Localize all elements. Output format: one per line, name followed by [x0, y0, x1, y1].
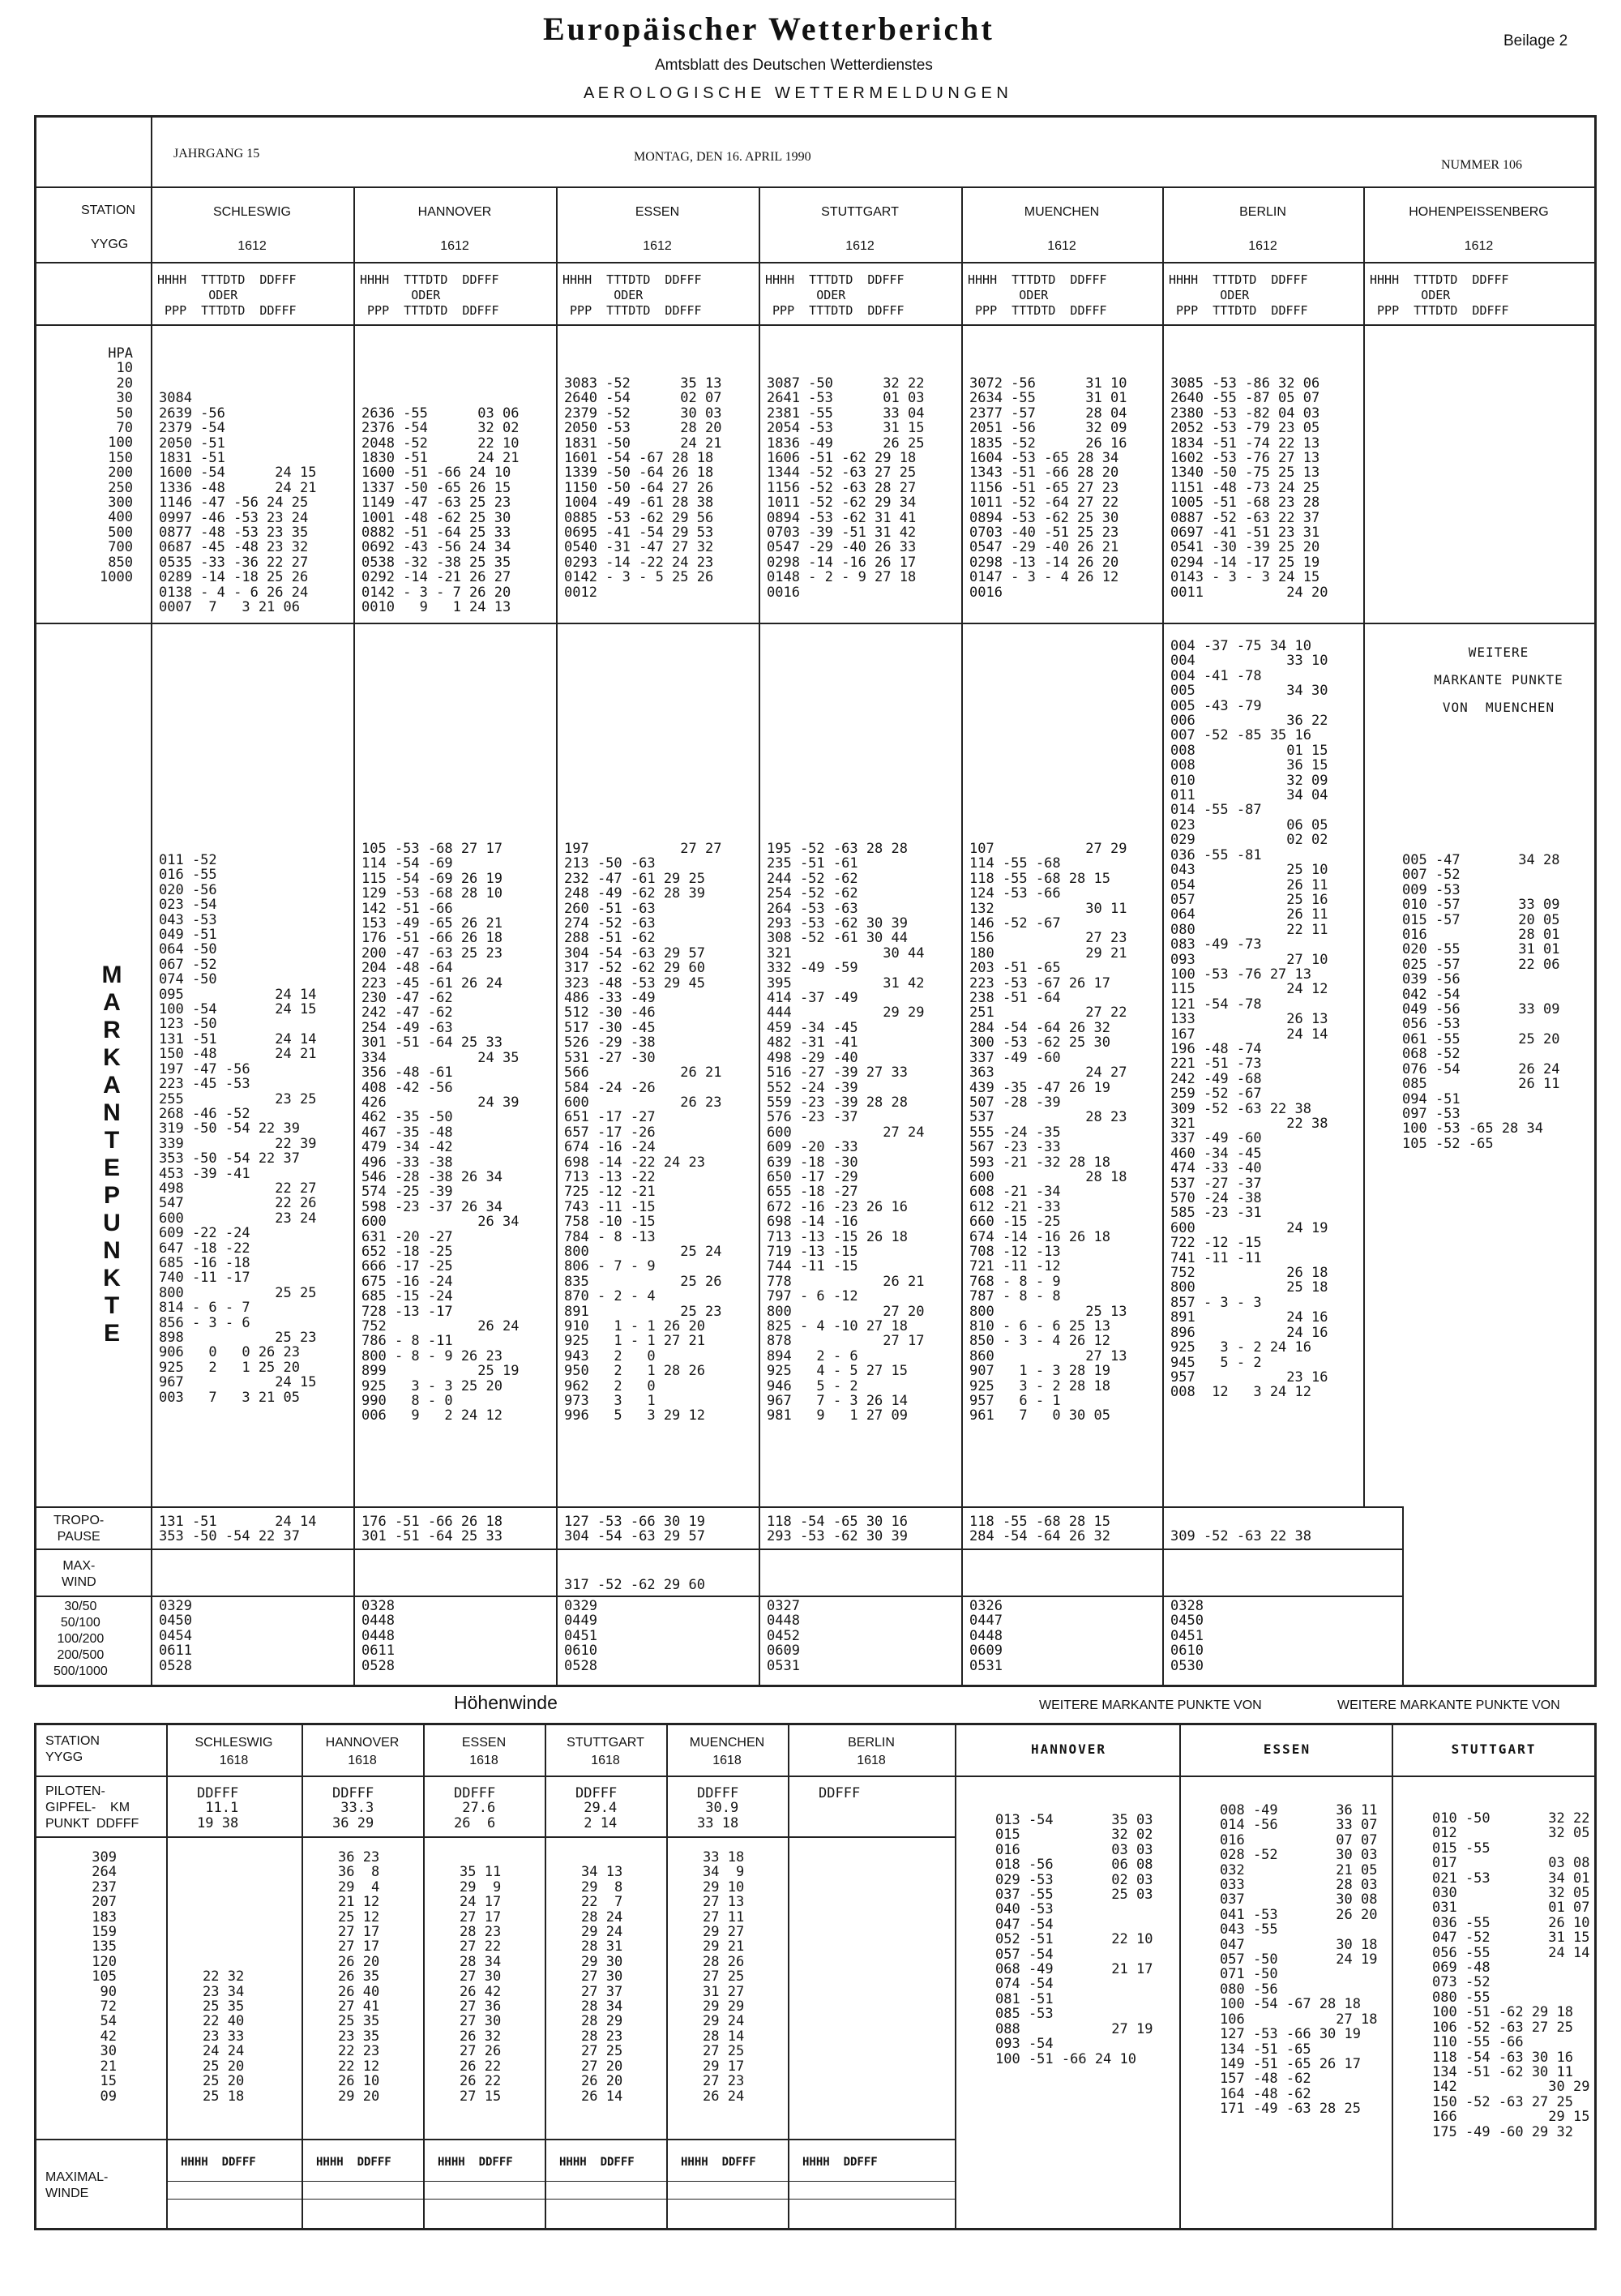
max-wind: 317 -52 -62 29 60 — [564, 1577, 705, 1593]
tropo-label: TROPO- PAUSE — [53, 1514, 105, 1544]
maximal-cols: HHHH DDFFF — [681, 2156, 756, 2169]
tropopause: 118 -55 -68 28 15 284 -54 -64 26 32 — [969, 1514, 1110, 1545]
markante-punkte: 004 -37 -75 34 10 004 33 10 004 -41 -78 005 34 30 005 -43 -79 006 36 22 007 -52 -85 35 16 008 01 15 008 36 15 010 32 09 011 34 04 014 -55 -87 023 06 05 029 02 02 036 -55 -81 043 25 10 054 26 11 057 25 16 064 26 11 080 22 11 083 -49 -73 093 27 10 100 -53 -76 27 13 115 24 12 121 -54 -78 133 26 13 167 24 14 196 -48 -74 221 -51 -73 242 -49 -68 259 -52 -67 309 -52 -63 22 38 321 22 38 337 -49 -60 460 -34 -45 474 -33 -40 537 -27 -37 570 -24 -38 585 -23 -31 600 24 19 722 -12 -15 741 -11 -11 752 26 18 800 25 18 857 - 3 - 3 891 24 16 896 24 16 925 3 - 2 24 16 945 5 - 2 957 23 16 008 12 3 24 12 — [1170, 638, 1328, 1401]
piloten-gipfel: DDFFF 33.3 36 29 — [332, 1785, 374, 1831]
layer-thickness: 0327 0448 0452 0609 0531 — [767, 1598, 800, 1674]
weitere-station-name: STUTTGART — [1451, 1741, 1537, 1757]
column-header: HHHH TTTDTD DDFFF ODER PPP TTTDTD DDFFF — [562, 272, 702, 318]
weitere-label-1: WEITERE MARKANTE PUNKTE VON — [1039, 1698, 1262, 1712]
hw-station-yygg: 1618 — [348, 1754, 377, 1767]
weitere-muenchen-data: 005 -47 34 28 007 -52 009 -53 010 -57 33 09 015 -57 20 05 016 28 01 020 -55 31 01 025 -57 22 06 039 -56 042 -54 049 -56 33 09 056 -53 061 -55 25 20 068 -52 076 -54 26 24 085 26 11 094 -51 097 -53 100 -53 -65 28 34 105 -52 -65 — [1402, 852, 1560, 1152]
piloten-gipfel: DDFFF 29.4 2 14 — [575, 1785, 618, 1831]
hw-station-yygg: 1618 — [219, 1754, 249, 1767]
layer-thickness: 0329 0449 0451 0610 0528 — [564, 1598, 597, 1674]
hoehenwinde-title: Höhenwinde — [454, 1692, 558, 1713]
piloten-gipfel: DDFFF — [819, 1785, 861, 1801]
tropopause: 127 -53 -66 30 19 304 -54 -63 29 57 — [564, 1514, 705, 1545]
standard-levels: 3085 -53 -86 32 06 2640 -55 -87 05 07 2380 -53 -82 04 03 2052 -53 -79 23 05 1834 -51 -74 22 13 1602 -53 -76 27 13 1340 -50 -75 25 13 1151 -48 -73 24 25 1005 -51 -68 23 28 0887 -52 -63 22 37 0697 -41 -51 23 31 0541 -30 -39 25 20 0294 -14 -17 25 19 0143 - 3 - 3 24 15 0011 24 20 — [1170, 375, 1328, 601]
standard-levels: 3087 -50 32 22 2641 -53 01 03 2381 -55 33 04 2054 -53 31 15 1836 -49 26 25 1606 -51 -62 29 18 1344 -52 -63 27 25 1156 -52 -63 28 27 1011 -52 -62 29 34 0894 -53 -62 31 41 0703 -39 -51 31 42 0547 -29 -40 26 33 0298 -14 -16 26 17 0148 - 2 - 9 27 18 0016 — [767, 375, 925, 601]
station-name: STUTTGART — [821, 205, 899, 219]
markante-punkte: 105 -53 -68 27 17 114 -54 -69 115 -54 -69 26 19 129 -53 -68 28 10 142 -51 -66 153 -49 -65 26 21 176 -51 -66 26 18 200 -47 -63 25 23 204 -48 -64 223 -45 -61 26 24 230 -47 -62 242 -47 -62 254 -49 -63 301 -51 -64 25 33 334 24 35 356 -48 -61 408 -42 -56 426 24 39 462 -35 -50 467 -35 -48 479 -34 -42 496 -33 -38 546 -28 -38 26 34 574 -25 -39 598 -23 -37 26 34 600 26 34 631 -20 -27 652 -18 -25 666 -17 -25 675 -16 -24 685 -15 -24 728 -13 -17 752 26 24 786 - 8 -11 800 - 8 - 9 26 23 899 25 19 925 3 - 3 25 20 990 8 - 0 006 9 2 24 12 — [361, 841, 520, 1424]
column-header: HHHH TTTDTD DDFFF ODER PPP TTTDTD DDFFF — [1169, 272, 1308, 318]
column-header: HHHH TTTDTD DDFFF ODER PPP TTTDTD DDFFF — [157, 272, 297, 318]
markante-punkte-text: M A R K A N T E P U N K T E — [101, 962, 122, 1347]
weitere-station-name: ESSEN — [1263, 1741, 1311, 1757]
yygg-label: YYGG — [91, 238, 129, 251]
standard-levels: 3083 -52 35 13 2640 -54 02 07 2379 -52 30 03 2050 -53 28 20 1831 -50 24 21 1601 -54 -67 28 18 1339 -50 -64 26 18 1150 -50 -64 27 26 1004 -49 -61 28 38 0885 -53 -62 29 56 0695 -41 -54 29 53 0540 -31 -47 27 32 0293 -14 -22 24 23 0142 - 3 - 5 25 26 0012 — [564, 375, 722, 601]
column-header: HHHH TTTDTD DDFFF ODER PPP TTTDTD DDFFF — [360, 272, 499, 318]
station-name: ESSEN — [635, 205, 680, 219]
tropopause: 309 -52 -63 22 38 — [1170, 1528, 1311, 1545]
piloten-gipfel: DDFFF 27.6 26 6 — [454, 1785, 496, 1831]
layer-thickness: 0328 0450 0451 0610 0530 — [1170, 1598, 1204, 1674]
weitere-station-name: HANNOVER — [1030, 1741, 1107, 1757]
maximal-cols: HHHH DDFFF — [802, 2156, 878, 2169]
hw-station-name: MUENCHEN — [689, 1736, 765, 1750]
tropopause: 118 -54 -65 30 16 293 -53 -62 30 39 — [767, 1514, 908, 1545]
station-yygg: 1612 — [845, 239, 875, 253]
station-yygg: 1612 — [1248, 239, 1277, 253]
station-yygg: 1612 — [440, 239, 469, 253]
jahrgang-label: JAHRGANG 15 — [173, 147, 260, 161]
hw-wind-values: 22 32 23 34 25 35 22 40 23 33 24 24 25 20 25 20 25 18 — [203, 1968, 245, 2105]
markante-punkte: 197 27 27 213 -50 -63 232 -47 -61 29 25 248 -49 -62 28 39 260 -51 -63 274 -52 -63 288 -51 -62 304 -54 -63 29 57 317 -52 -62 29 60 323 -48 -53 29 45 486 -33 -49 512 -30 -46 517 -30 -45 526 -29 -38 531 -27 -30 566 26 21 584 -24 -26 600 26 23 651 -17 -27 657 -17 -26 674 -16 -24 698 -14 -22 24 23 713 -13 -22 725 -12 -21 743 -11 -15 758 -10 -15 784 - 8 -13 800 25 24 806 - 7 - 9 835 25 26 870 - 2 - 4 891 25 23 910 1 - 1 26 20 925 1 - 1 27 21 943 2 0 950 2 1 28 26 962 2 0 973 3 1 996 5 3 29 12 — [564, 841, 722, 1424]
standard-levels: 2636 -55 03 06 2376 -54 32 02 2048 -52 22 10 1830 -51 24 21 1600 -51 -66 24 10 1337 -50 -65 26 15 1149 -47 -63 25 23 1001 -48 -62 25 30 0882 -51 -64 25 33 0692 -43 -56 24 34 0538 -32 -38 25 35 0292 -14 -21 26 27 0142 - 3 - 7 26 20 0010 9 1 24 13 — [361, 405, 520, 616]
weitere-station-data: 013 -54 35 03 015 32 02 016 03 03 018 -56 06 08 029 -53 02 03 037 -55 25 03 040 -53 047 -54 052 -51 22 10 057 -54 068 -49 21 17 074 -54 081 -51 085 -53 088 27 19 093 -54 100 -51 -66 24 10 — [995, 1812, 1153, 2067]
station-name: HOHENPEISSENBERG — [1409, 205, 1549, 219]
hw-wind-values: 36 23 36 8 29 4 21 12 25 12 27 17 27 17 26 20 26 35 26 40 27 41 25 35 23 35 22 23 22 12 26 10 29 20 — [338, 1849, 380, 2105]
station-name: SCHLESWIG — [212, 205, 291, 219]
layer-thickness: 0326 0447 0448 0609 0531 — [969, 1598, 1003, 1674]
weitere-muenchen-title: WEITERE MARKANTE PUNKTE VON MUENCHEN — [1434, 645, 1563, 715]
subtitle: Amtsblatt des Deutschen Wetterdienstes — [655, 57, 933, 74]
hw-station-yygg: 1618 — [591, 1754, 620, 1767]
tropopause: 131 -51 24 14 353 -50 -54 22 37 — [159, 1514, 317, 1545]
maximal-cols: HHHH DDFFF — [181, 2156, 256, 2169]
maximal-label: MAXIMAL- WINDE — [45, 2170, 109, 2200]
column-header: HHHH TTTDTD DDFFF ODER PPP TTTDTD DDFFF — [968, 272, 1107, 318]
beilage-label: Beilage 2 — [1503, 32, 1568, 49]
column-header: HHHH TTTDTD DDFFF ODER PPP TTTDTD DDFFF — [1370, 272, 1509, 318]
hw-station-yygg: 1618 — [469, 1754, 498, 1767]
maximal-cols: HHHH DDFFF — [438, 2156, 513, 2169]
weitere-station-data: 010 -50 32 22 012 32 05 015 -55 017 03 08 021 -53 34 01 030 32 05 031 01 07 036 -55 26 10 047 -52 31 15 056 -55 24 14 069 -48 073 -52 080 -55 100 -51 -62 29 18 106 -52 -63 27 25 110 -55 -66 118 -54 -63 30 16 134 -51 -62 30 11 142 30 29 150 -52 -63 27 25 166 29 15 175 -49 -60 29 32 — [1432, 1810, 1590, 2140]
hw-station-label: STATION YYGG — [45, 1734, 100, 1764]
hw-wind-values: 35 11 29 9 24 17 27 17 28 23 27 22 28 34 27 30 26 42 27 36 27 30 26 32 27 26 26 22 26 22 27 15 — [460, 1864, 502, 2105]
date-label: MONTAG, DEN 16. APRIL 1990 — [634, 150, 811, 164]
maxwind-label: MAX- WIND — [62, 1559, 96, 1589]
hw-station-yygg: 1618 — [857, 1754, 886, 1767]
hw-wind-values: 34 13 29 8 22 7 28 24 29 24 28 31 29 30 27 30 27 37 28 34 28 29 28 23 27 25 27 20 26 20 26 14 — [581, 1864, 623, 2105]
hw-station-name: HANNOVER — [325, 1736, 400, 1750]
station-yygg: 1612 — [237, 239, 267, 253]
layers-label: 30/50 50/100 100/200 200/500 500/1000 — [53, 1600, 108, 1678]
layer-thickness: 0328 0448 0448 0611 0528 — [361, 1598, 395, 1674]
hw-wind-values: 33 18 34 9 29 10 27 13 27 11 29 27 29 21 28 26 27 25 31 27 29 29 29 24 28 14 27 25 29 17 27 23 26 24 — [703, 1849, 745, 2105]
standard-levels: 3072 -56 31 10 2634 -55 31 01 2377 -57 28 04 2051 -56 32 09 1835 -52 26 16 1604 -53 -65 28 34 1343 -51 -66 28 20 1156 -51 -65 27 23 1011 -52 -64 27 22 0894 -53 -62 25 30 0703 -40 -51 25 23 0547 -29 -40 26 21 0298 -13 -14 26 20 0147 - 3 - 4 26 12 0016 — [969, 375, 1127, 601]
station-yygg: 1612 — [643, 239, 672, 253]
hw-station-name: ESSEN — [461, 1736, 507, 1750]
page-title: Europäischer Wetterbericht — [543, 11, 994, 47]
weitere-station-data: 008 -49 36 11 014 -56 33 07 016 07 07 028 -52 30 03 032 21 05 033 28 03 037 30 08 041 -53 26 20 043 -55 047 30 18 057 -50 24 19 071 -50 080 -56 100 -54 -67 28 18 106 27 18 127 -53 -66 30 19 134 -51 -65 149 -51 -65 26 17 157 -48 -62 164 -48 -62 171 -49 -63 28 25 — [1220, 1802, 1378, 2118]
station-yygg: 1612 — [1464, 239, 1494, 253]
hw-levels: 309 264 237 207 183 159 135 120 105 90 72 54 42 30 21 15 09 — [92, 1849, 117, 2105]
station-name: BERLIN — [1239, 205, 1286, 219]
nummer-label: NUMMER 106 — [1441, 158, 1523, 172]
markante-punkte: 195 -52 -63 28 28 235 -51 -61 244 -52 -62 254 -52 -62 264 -53 -63 293 -53 -62 30 39 308 -52 -61 30 44 321 30 44 332 -49 -59 395 31 42 414 -37 -49 444 29 29 459 -34 -45 482 -31 -41 498 -29 -40 516 -27 -39 27 33 552 -24 -39 559 -23 -39 28 28 576 -23 -37 600 27 24 609 -20 -33 639 -18 -30 650 -17 -29 655 -18 -27 672 -16 -23 26 16 698 -14 -16 713 -13 -15 26 18 719 -13 -15 744 -11 -15 778 26 21 797 - 6 -12 800 27 20 825 - 4 -10 27 18 878 27 17 894 2 - 6 925 4 - 5 27 15 946 5 - 2 967 7 - 3 26 14 981 9 1 27 09 — [767, 841, 925, 1424]
station-label: STATION — [81, 203, 135, 217]
markante-punkte: 107 27 29 114 -55 -68 118 -55 -68 28 15 124 -53 -66 132 30 11 146 -52 -67 156 27 23 180 29 21 203 -51 -65 223 -53 -67 26 17 238 -51 -64 251 27 22 284 -54 -64 26 32 300 -53 -62 25 30 337 -49 -60 363 24 27 439 -35 -47 26 19 507 -28 -39 537 28 23 555 -24 -35 567 -23 -33 593 -21 -32 28 18 600 28 18 608 -21 -34 612 -21 -33 660 -15 -25 674 -14 -16 26 18 708 -12 -13 721 -11 -12 768 - 8 - 9 787 - 8 - 8 800 25 13 810 - 6 - 6 25 13 850 - 3 - 4 26 12 860 27 13 907 1 - 3 28 19 925 3 - 2 28 18 957 6 - 1 961 7 0 30 05 — [969, 841, 1127, 1424]
hpa-levels: HPA 10 20 30 50 70 100 150 200 250 300 400 500 700 850 1000 — [100, 345, 133, 586]
station-name: HANNOVER — [417, 205, 492, 219]
hw-station-name: SCHLESWIG — [195, 1736, 273, 1750]
tropopause: 176 -51 -66 26 18 301 -51 -64 25 33 — [361, 1514, 503, 1545]
maximal-cols: HHHH DDFFF — [559, 2156, 635, 2169]
markante-punkte-label — [96, 962, 128, 1347]
maximal-cols: HHHH DDFFF — [316, 2156, 391, 2169]
hw-station-name: BERLIN — [848, 1736, 895, 1750]
layer-thickness: 0329 0450 0454 0611 0528 — [159, 1598, 192, 1674]
markante-punkte: 011 -52 016 -55 020 -56 023 -54 043 -53 049 -51 064 -50 067 -52 074 -50 095 24 14 100 -54 24 15 123 -50 131 -51 24 14 150 -48 24 21 197 -47 -56 223 -45 -53 255 23 25 268 -46 -52 319 -50 -54 22 39 339 22 39 353 -50 -54 22 37 453 -39 -41 498 22 27 547 22 26 600 23 24 609 -22 -24 647 -18 -22 685 -16 -18 740 -11 -17 800 25 25 814 - 6 - 7 856 - 3 - 6 898 25 23 906 0 0 26 23 925 2 1 25 20 967 24 15 003 7 3 21 05 — [159, 852, 317, 1406]
piloten-gipfel: DDFFF 11.1 19 38 — [197, 1785, 239, 1831]
standard-levels: 3084 2639 -56 2379 -54 2050 -51 1831 -51 1600 -54 24 15 1336 -48 24 21 1146 -47 -56 24 25 0997 -46 -53 23 24 0877 -48 -53 23 35 0687 -45 -48 23 32 0535 -33 -36 22 27 0289 -14 -18 25 26 0138 - 4 - 6 26 24 0007 7 3 21 06 — [159, 390, 317, 616]
piloten-label: PILOTEN- GIPFEL- KM PUNKT DDFFF — [45, 1784, 139, 1831]
section-title: A E R O L O G I S C H E W E T T E R M E L D U N G E N — [584, 84, 1008, 102]
weitere-label-2: WEITERE MARKANTE PUNKTE VON — [1337, 1698, 1560, 1712]
piloten-gipfel: DDFFF 30.9 33 18 — [697, 1785, 739, 1831]
hw-station-yygg: 1618 — [712, 1754, 742, 1767]
hw-station-name: STUTTGART — [567, 1736, 644, 1750]
station-yygg: 1612 — [1047, 239, 1076, 253]
station-name: MUENCHEN — [1024, 205, 1100, 219]
column-header: HHHH TTTDTD DDFFF ODER PPP TTTDTD DDFFF — [765, 272, 905, 318]
